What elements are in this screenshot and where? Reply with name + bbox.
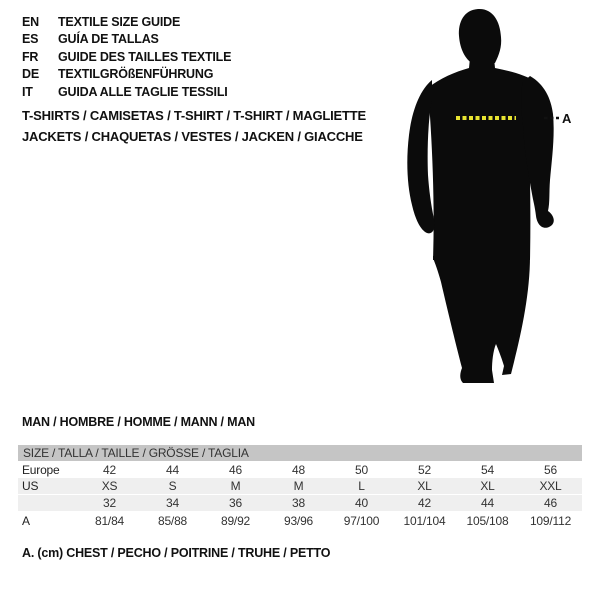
table-cell: 50 <box>355 462 368 477</box>
table-cell: 44 <box>166 462 179 477</box>
category-line-tshirts: T-SHIRTS / CAMISETAS / T-SHIRT / T-SHIRT / MAGLIETTE <box>22 108 366 123</box>
language-code: FR <box>22 49 39 64</box>
language-row <box>22 66 231 84</box>
language-label: TEXTILGRÖßENFÜHRUNG <box>58 67 214 82</box>
table-cell: M <box>293 479 304 493</box>
table-cell: 93/96 <box>283 513 314 528</box>
table-cell: 42 <box>103 462 116 477</box>
table-cell: 89/92 <box>220 513 251 528</box>
table-cell: 81/84 <box>94 513 125 528</box>
table-cell: 97/100 <box>343 513 380 528</box>
language-label: GUÍA DE TALLAS <box>58 32 159 47</box>
man-silhouette-figure <box>405 0 580 400</box>
table-cell: 38 <box>292 496 305 510</box>
language-row <box>22 83 231 101</box>
chest-footnote: A. (cm) CHEST / PECHO / POITRINE / TRUHE / PETTO <box>22 546 331 560</box>
language-row <box>22 48 231 66</box>
table-row <box>18 512 582 529</box>
language-label: GUIDA ALLE TAGLIE TESSILI <box>58 84 228 99</box>
table-cell: 105/108 <box>466 513 509 528</box>
category-line-jackets: JACKETS / CHAQUETAS / VESTES / JACKEN / GIACCHE <box>22 128 363 144</box>
table-cell: 32 <box>103 496 116 510</box>
language-code: ES <box>22 32 39 47</box>
table-cell: XL <box>417 479 432 493</box>
language-label: GUIDE DES TAILLES TEXTILE <box>58 49 232 64</box>
table-cell: XL <box>480 479 495 493</box>
table-row <box>18 495 582 512</box>
table-cell: 48 <box>292 462 305 477</box>
silhouette-legs <box>433 256 530 383</box>
table-cell: 46 <box>544 496 557 510</box>
table-cell: S <box>168 479 177 493</box>
man-silhouette-svg <box>405 0 580 400</box>
language-list <box>22 13 231 101</box>
silhouette-left-arm <box>407 80 434 233</box>
table-cell: XS <box>101 479 118 493</box>
table-cell: L <box>358 479 365 493</box>
silhouette-head <box>459 9 501 64</box>
table-row <box>18 478 582 495</box>
table-cell: 42 <box>418 496 431 510</box>
language-row <box>22 31 231 49</box>
language-row <box>22 13 231 31</box>
table-cell: 85/88 <box>157 513 188 528</box>
table-cell: 46 <box>229 462 242 477</box>
table-cell: 34 <box>166 496 179 510</box>
category-list <box>22 106 366 147</box>
table-cell: 44 <box>481 496 494 510</box>
section-title-man: MAN / HOMBRE / HOMME / MANN / MAN <box>22 415 255 429</box>
table-cell: 52 <box>418 462 431 477</box>
language-code: IT <box>22 84 33 99</box>
table-row-label: Europe <box>22 462 60 477</box>
table-row-label: US <box>22 479 39 493</box>
table-cell: 56 <box>544 462 557 477</box>
table-cell: 40 <box>355 496 368 510</box>
size-table-header: SIZE / TALLA / TAILLE / GRÖSSE / TAGLIA <box>18 445 582 461</box>
table-cell: 109/112 <box>529 513 572 528</box>
language-code: DE <box>22 67 39 82</box>
language-code: EN <box>22 14 39 29</box>
table-row-label: A <box>22 513 30 528</box>
language-label: TEXTILE SIZE GUIDE <box>58 14 181 29</box>
table-cell: XXL <box>539 479 562 493</box>
table-cell: 101/104 <box>403 513 446 528</box>
table-cell: 36 <box>229 496 242 510</box>
table-cell: 54 <box>481 462 494 477</box>
size-table <box>18 445 582 529</box>
size-table-body <box>18 461 582 529</box>
measurement-label-a: A <box>562 111 572 126</box>
table-cell: M <box>230 479 241 493</box>
table-row <box>18 461 582 478</box>
